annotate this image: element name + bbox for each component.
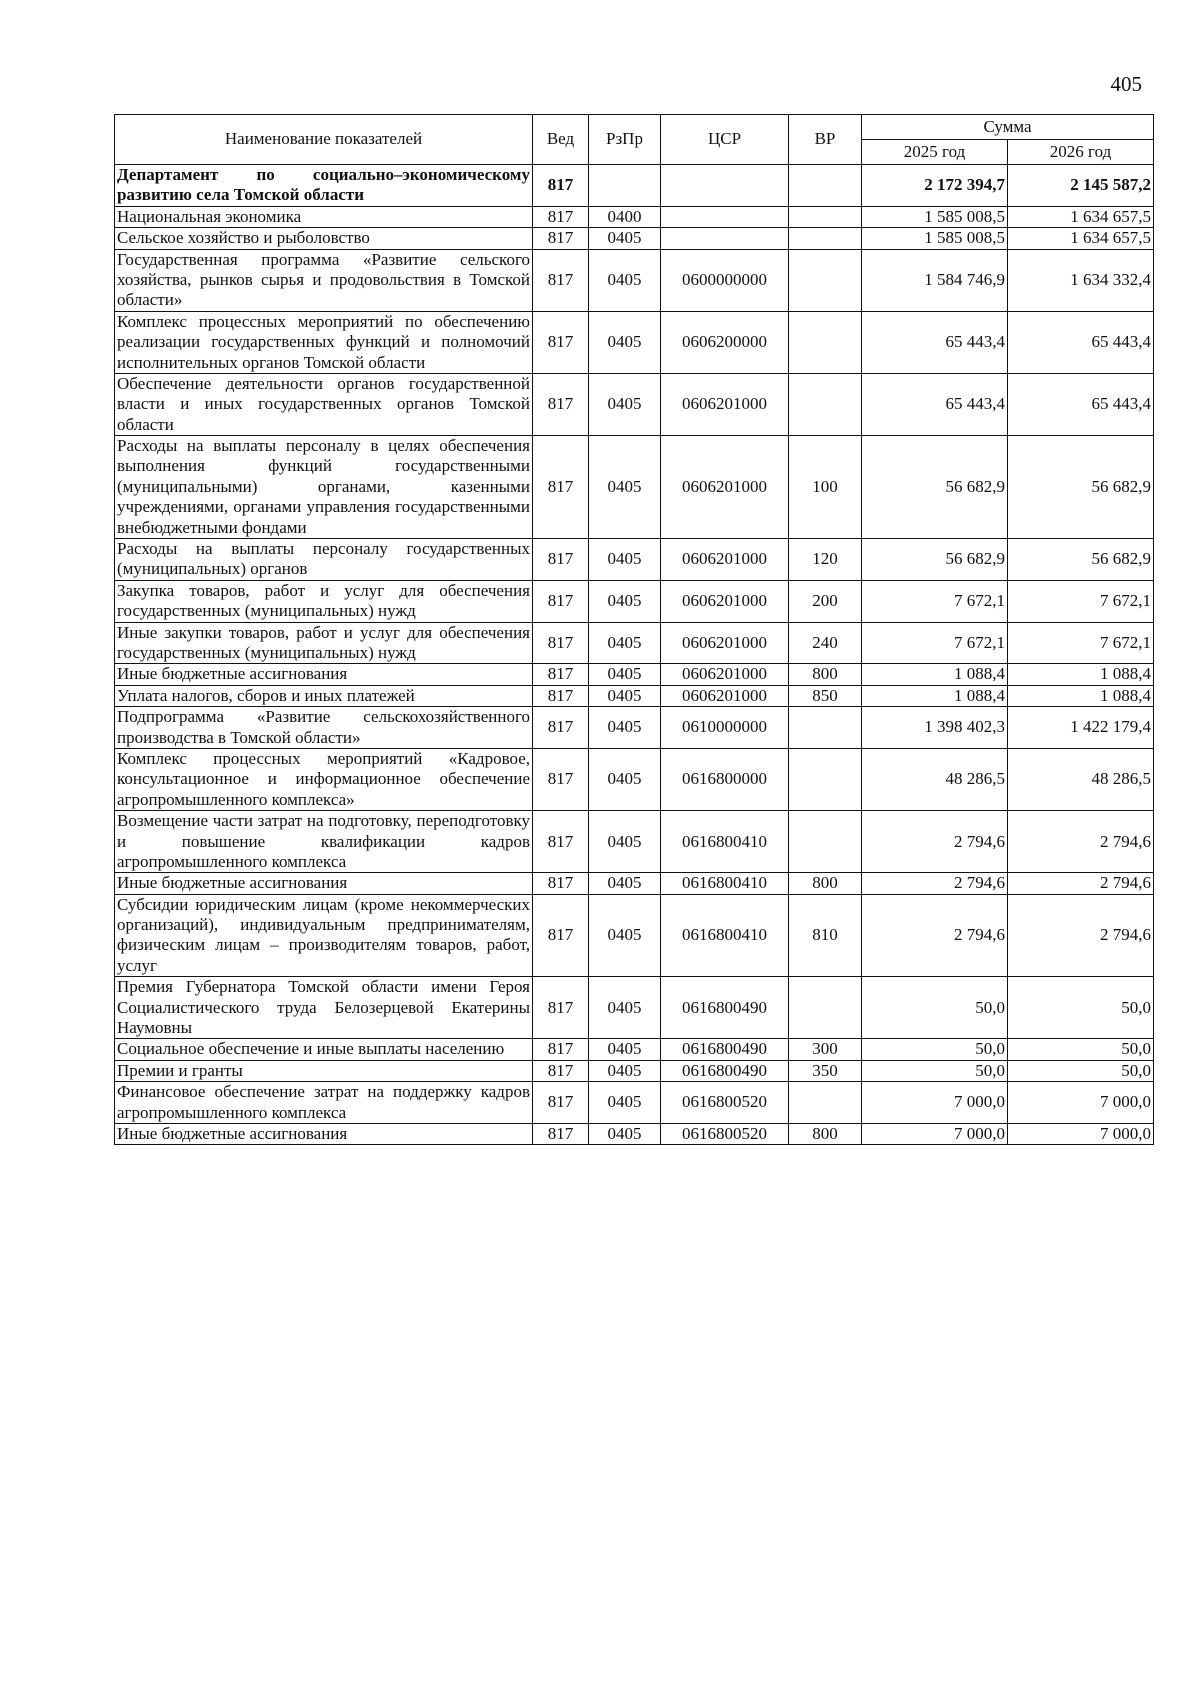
cell-sum-2025: 1 585 008,5 bbox=[862, 228, 1008, 249]
cell-ved: 817 bbox=[533, 1123, 589, 1144]
cell-ved: 817 bbox=[533, 685, 589, 706]
cell-sum-2026: 1 634 657,5 bbox=[1008, 206, 1154, 227]
table-row bbox=[115, 311, 1154, 373]
table-body bbox=[115, 165, 1154, 1145]
cell-csr bbox=[661, 228, 789, 249]
cell-name: Финансовое обеспечение затрат на поддержку кадров агропромышленного комплекса bbox=[115, 1082, 533, 1124]
cell-sum-2026: 7 672,1 bbox=[1008, 622, 1154, 664]
cell-sum-2025: 1 088,4 bbox=[862, 685, 1008, 706]
cell-sum-2025: 48 286,5 bbox=[862, 748, 1008, 810]
cell-csr: 0606201000 bbox=[661, 373, 789, 435]
cell-sum-2025: 1 584 746,9 bbox=[862, 249, 1008, 311]
cell-rzpr: 0405 bbox=[589, 622, 661, 664]
cell-csr: 0616800490 bbox=[661, 1060, 789, 1081]
table-header bbox=[115, 115, 1154, 165]
cell-vr: 300 bbox=[789, 1039, 862, 1060]
cell-vr bbox=[789, 249, 862, 311]
cell-vr bbox=[789, 1082, 862, 1124]
cell-sum-2025: 56 682,9 bbox=[862, 436, 1008, 539]
cell-name: Департамент по социально–экономическому развитию села Томской области bbox=[115, 165, 533, 207]
cell-name: Комплекс процессных мероприятий по обеспечению реализации государственных функций и полномочий исполнительных органов Томской области bbox=[115, 311, 533, 373]
cell-rzpr: 0405 bbox=[589, 1039, 661, 1060]
cell-sum-2026: 2 794,6 bbox=[1008, 894, 1154, 977]
cell-name: Комплекс процессных мероприятий «Кадровое, консультационное и информационное обеспечение агропромышленного комплекса» bbox=[115, 748, 533, 810]
cell-ved: 817 bbox=[533, 165, 589, 207]
cell-name: Уплата налогов, сборов и иных платежей bbox=[115, 685, 533, 706]
cell-sum-2026: 2 794,6 bbox=[1008, 873, 1154, 894]
cell-sum-2025: 50,0 bbox=[862, 1060, 1008, 1081]
cell-ved: 817 bbox=[533, 539, 589, 581]
cell-name: Расходы на выплаты персоналу в целях обеспечения выполнения функций государственными (муниципальными) органами, казенными учреждениями, органами управления государственными внебюджетными фондами bbox=[115, 436, 533, 539]
cell-csr: 0616800490 bbox=[661, 977, 789, 1039]
cell-csr: 0616800410 bbox=[661, 873, 789, 894]
cell-ved: 817 bbox=[533, 436, 589, 539]
cell-csr: 0606201000 bbox=[661, 622, 789, 664]
cell-ved: 817 bbox=[533, 373, 589, 435]
cell-rzpr: 0405 bbox=[589, 707, 661, 749]
table-row bbox=[115, 707, 1154, 749]
header-vr: ВР bbox=[789, 115, 862, 165]
table-row bbox=[115, 873, 1154, 894]
cell-rzpr: 0405 bbox=[589, 1082, 661, 1124]
table-row bbox=[115, 580, 1154, 622]
cell-name: Возмещение части затрат на подготовку, переподготовку и повышение квалификации кадров агропромышленного комплекса bbox=[115, 811, 533, 873]
cell-vr: 100 bbox=[789, 436, 862, 539]
header-year-2026: 2026 год bbox=[1008, 140, 1154, 165]
cell-vr bbox=[789, 311, 862, 373]
cell-sum-2026: 2 145 587,2 bbox=[1008, 165, 1154, 207]
cell-ved: 817 bbox=[533, 1060, 589, 1081]
cell-ved: 817 bbox=[533, 977, 589, 1039]
cell-name: Расходы на выплаты персоналу государственных (муниципальных) органов bbox=[115, 539, 533, 581]
table-row bbox=[115, 664, 1154, 685]
cell-csr: 0610000000 bbox=[661, 707, 789, 749]
cell-sum-2025: 50,0 bbox=[862, 977, 1008, 1039]
cell-name: Социальное обеспечение и иные выплаты населению bbox=[115, 1039, 533, 1060]
cell-sum-2025: 7 672,1 bbox=[862, 580, 1008, 622]
cell-csr: 0616800410 bbox=[661, 811, 789, 873]
cell-rzpr: 0405 bbox=[589, 436, 661, 539]
cell-sum-2026: 65 443,4 bbox=[1008, 373, 1154, 435]
cell-name: Обеспечение деятельности органов государственной власти и иных государственных органов Томской области bbox=[115, 373, 533, 435]
cell-sum-2026: 50,0 bbox=[1008, 1060, 1154, 1081]
cell-ved: 817 bbox=[533, 707, 589, 749]
cell-vr: 240 bbox=[789, 622, 862, 664]
cell-sum-2026: 56 682,9 bbox=[1008, 436, 1154, 539]
cell-vr: 810 bbox=[789, 894, 862, 977]
cell-ved: 817 bbox=[533, 249, 589, 311]
cell-rzpr: 0405 bbox=[589, 664, 661, 685]
cell-vr: 120 bbox=[789, 539, 862, 581]
cell-csr: 0616800520 bbox=[661, 1123, 789, 1144]
cell-sum-2025: 56 682,9 bbox=[862, 539, 1008, 581]
cell-ved: 817 bbox=[533, 622, 589, 664]
cell-ved: 817 bbox=[533, 873, 589, 894]
cell-name: Субсидии юридическим лицам (кроме некоммерческих организаций), индивидуальным предпринимателям, физическим лицам – производителям товаров, работ, услуг bbox=[115, 894, 533, 977]
cell-rzpr bbox=[589, 165, 661, 207]
cell-sum-2026: 50,0 bbox=[1008, 1039, 1154, 1060]
cell-ved: 817 bbox=[533, 311, 589, 373]
cell-rzpr: 0405 bbox=[589, 811, 661, 873]
cell-sum-2025: 7 000,0 bbox=[862, 1123, 1008, 1144]
cell-sum-2026: 56 682,9 bbox=[1008, 539, 1154, 581]
cell-name: Иные бюджетные ассигнования bbox=[115, 664, 533, 685]
cell-vr: 800 bbox=[789, 873, 862, 894]
cell-name: Закупка товаров, работ и услуг для обеспечения государственных (муниципальных) нужд bbox=[115, 580, 533, 622]
cell-sum-2025: 65 443,4 bbox=[862, 373, 1008, 435]
table-row bbox=[115, 228, 1154, 249]
cell-sum-2025: 1 398 402,3 bbox=[862, 707, 1008, 749]
cell-csr: 0616800520 bbox=[661, 1082, 789, 1124]
cell-rzpr: 0405 bbox=[589, 580, 661, 622]
cell-csr: 0606201000 bbox=[661, 580, 789, 622]
cell-sum-2025: 1 585 008,5 bbox=[862, 206, 1008, 227]
table-row bbox=[115, 249, 1154, 311]
table-row bbox=[115, 373, 1154, 435]
cell-csr: 0606201000 bbox=[661, 685, 789, 706]
table-row bbox=[115, 811, 1154, 873]
cell-sum-2025: 2 172 394,7 bbox=[862, 165, 1008, 207]
page-number: 405 bbox=[1110, 72, 1142, 96]
cell-csr: 0606201000 bbox=[661, 539, 789, 581]
cell-ved: 817 bbox=[533, 894, 589, 977]
cell-ved: 817 bbox=[533, 580, 589, 622]
cell-ved: 817 bbox=[533, 1039, 589, 1060]
cell-vr bbox=[789, 748, 862, 810]
cell-sum-2025: 7 672,1 bbox=[862, 622, 1008, 664]
cell-rzpr: 0405 bbox=[589, 1060, 661, 1081]
cell-sum-2026: 65 443,4 bbox=[1008, 311, 1154, 373]
header-sum: Сумма bbox=[862, 115, 1154, 140]
cell-csr: 0616800000 bbox=[661, 748, 789, 810]
table-row bbox=[115, 206, 1154, 227]
cell-rzpr: 0405 bbox=[589, 228, 661, 249]
cell-rzpr: 0400 bbox=[589, 206, 661, 227]
cell-sum-2026: 1 422 179,4 bbox=[1008, 707, 1154, 749]
table-row bbox=[115, 748, 1154, 810]
cell-name: Иные бюджетные ассигнования bbox=[115, 873, 533, 894]
table-row bbox=[115, 1060, 1154, 1081]
cell-name: Премии и гранты bbox=[115, 1060, 533, 1081]
cell-sum-2025: 2 794,6 bbox=[862, 811, 1008, 873]
table-row bbox=[115, 1082, 1154, 1124]
cell-csr: 0606201000 bbox=[661, 664, 789, 685]
cell-csr: 0616800410 bbox=[661, 894, 789, 977]
cell-rzpr: 0405 bbox=[589, 539, 661, 581]
table-row bbox=[115, 1123, 1154, 1144]
cell-csr: 0616800490 bbox=[661, 1039, 789, 1060]
table-row bbox=[115, 685, 1154, 706]
cell-ved: 817 bbox=[533, 228, 589, 249]
cell-rzpr: 0405 bbox=[589, 748, 661, 810]
table-row bbox=[115, 622, 1154, 664]
cell-rzpr: 0405 bbox=[589, 373, 661, 435]
cell-sum-2026: 48 286,5 bbox=[1008, 748, 1154, 810]
cell-ved: 817 bbox=[533, 748, 589, 810]
table-row bbox=[115, 1039, 1154, 1060]
cell-ved: 817 bbox=[533, 206, 589, 227]
table-row bbox=[115, 436, 1154, 539]
budget-table bbox=[114, 114, 1154, 1145]
cell-sum-2025: 1 088,4 bbox=[862, 664, 1008, 685]
cell-csr bbox=[661, 206, 789, 227]
cell-name: Премия Губернатора Томской области имени Героя Социалистического труда Белозерцевой Екатерины Наумовны bbox=[115, 977, 533, 1039]
cell-sum-2025: 50,0 bbox=[862, 1039, 1008, 1060]
cell-sum-2025: 2 794,6 bbox=[862, 894, 1008, 977]
cell-rzpr: 0405 bbox=[589, 311, 661, 373]
cell-sum-2026: 2 794,6 bbox=[1008, 811, 1154, 873]
cell-vr bbox=[789, 373, 862, 435]
cell-sum-2026: 1 088,4 bbox=[1008, 664, 1154, 685]
cell-sum-2025: 7 000,0 bbox=[862, 1082, 1008, 1124]
cell-csr: 0606200000 bbox=[661, 311, 789, 373]
header-name: Наименование показателей bbox=[115, 115, 533, 165]
cell-vr bbox=[789, 228, 862, 249]
header-rzpr: РзПр bbox=[589, 115, 661, 165]
cell-sum-2026: 7 672,1 bbox=[1008, 580, 1154, 622]
cell-vr: 850 bbox=[789, 685, 862, 706]
cell-vr: 800 bbox=[789, 1123, 862, 1144]
cell-ved: 817 bbox=[533, 811, 589, 873]
cell-vr bbox=[789, 707, 862, 749]
table-row bbox=[115, 165, 1154, 207]
cell-name: Государственная программа «Развитие сельского хозяйства, рынков сырья и продовольствия в Томской области» bbox=[115, 249, 533, 311]
cell-vr: 350 bbox=[789, 1060, 862, 1081]
table-row bbox=[115, 977, 1154, 1039]
cell-csr bbox=[661, 165, 789, 207]
cell-vr bbox=[789, 206, 862, 227]
cell-name: Подпрограмма «Развитие сельскохозяйственного производства в Томской области» bbox=[115, 707, 533, 749]
cell-vr bbox=[789, 811, 862, 873]
cell-sum-2025: 2 794,6 bbox=[862, 873, 1008, 894]
cell-name: Иные бюджетные ассигнования bbox=[115, 1123, 533, 1144]
cell-rzpr: 0405 bbox=[589, 977, 661, 1039]
cell-ved: 817 bbox=[533, 1082, 589, 1124]
cell-ved: 817 bbox=[533, 664, 589, 685]
cell-sum-2026: 7 000,0 bbox=[1008, 1082, 1154, 1124]
cell-rzpr: 0405 bbox=[589, 894, 661, 977]
cell-sum-2026: 1 634 332,4 bbox=[1008, 249, 1154, 311]
cell-rzpr: 0405 bbox=[589, 249, 661, 311]
cell-name: Сельское хозяйство и рыболовство bbox=[115, 228, 533, 249]
cell-sum-2025: 65 443,4 bbox=[862, 311, 1008, 373]
cell-name: Национальная экономика bbox=[115, 206, 533, 227]
cell-vr bbox=[789, 165, 862, 207]
cell-csr: 0600000000 bbox=[661, 249, 789, 311]
cell-vr: 800 bbox=[789, 664, 862, 685]
header-csr: ЦСР bbox=[661, 115, 789, 165]
cell-sum-2026: 7 000,0 bbox=[1008, 1123, 1154, 1144]
cell-sum-2026: 1 634 657,5 bbox=[1008, 228, 1154, 249]
cell-rzpr: 0405 bbox=[589, 873, 661, 894]
cell-csr: 0606201000 bbox=[661, 436, 789, 539]
cell-rzpr: 0405 bbox=[589, 1123, 661, 1144]
cell-vr bbox=[789, 977, 862, 1039]
header-ved: Вед bbox=[533, 115, 589, 165]
cell-rzpr: 0405 bbox=[589, 685, 661, 706]
cell-sum-2026: 50,0 bbox=[1008, 977, 1154, 1039]
table-row bbox=[115, 539, 1154, 581]
cell-sum-2026: 1 088,4 bbox=[1008, 685, 1154, 706]
header-year-2025: 2025 год bbox=[862, 140, 1008, 165]
cell-vr: 200 bbox=[789, 580, 862, 622]
cell-name: Иные закупки товаров, работ и услуг для обеспечения государственных (муниципальных) нужд bbox=[115, 622, 533, 664]
table-row bbox=[115, 894, 1154, 977]
